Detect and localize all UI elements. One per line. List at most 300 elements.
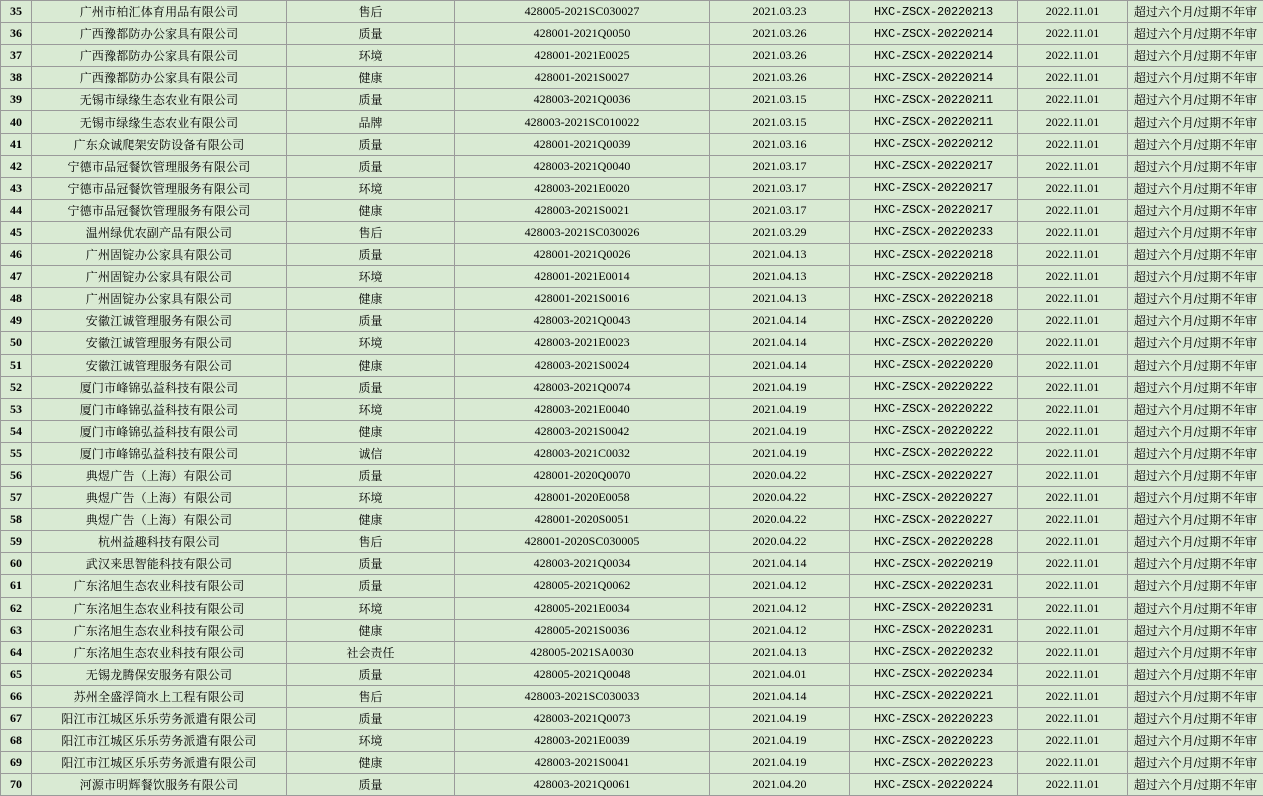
certificate-number: 428005-2021Q0048 xyxy=(455,663,710,685)
certificate-number: 428001-2020SC030005 xyxy=(455,531,710,553)
expiry-date: 2022.11.01 xyxy=(1018,685,1128,707)
audit-number: HXC-ZSCX-20220231 xyxy=(850,575,1018,597)
company-name: 宁德市品冠餐饮管理服务有限公司 xyxy=(32,177,287,199)
table-row xyxy=(1,663,1263,685)
row-index: 38 xyxy=(1,67,32,89)
expiry-date: 2022.11.01 xyxy=(1018,398,1128,420)
status-text: 超过六个月/过期不年审 xyxy=(1128,376,1263,398)
row-index: 59 xyxy=(1,531,32,553)
row-index: 67 xyxy=(1,708,32,730)
certificate-number: 428001-2020S0051 xyxy=(455,509,710,531)
system-type: 品牌 xyxy=(287,111,455,133)
row-index: 64 xyxy=(1,641,32,663)
expiry-date: 2022.11.01 xyxy=(1018,45,1128,67)
audit-number: HXC-ZSCX-20220214 xyxy=(850,23,1018,45)
audit-number: HXC-ZSCX-20220217 xyxy=(850,177,1018,199)
company-name: 广州固锭办公家具有限公司 xyxy=(32,266,287,288)
expiry-date: 2022.11.01 xyxy=(1018,244,1128,266)
issue-date: 2021.03.15 xyxy=(710,111,850,133)
expiry-date: 2022.11.01 xyxy=(1018,752,1128,774)
system-type: 质量 xyxy=(287,244,455,266)
issue-date: 2021.04.13 xyxy=(710,641,850,663)
certificate-number: 428003-2021S0021 xyxy=(455,199,710,221)
status-text: 超过六个月/过期不年审 xyxy=(1128,67,1263,89)
audit-number: HXC-ZSCX-20220224 xyxy=(850,774,1018,796)
status-text: 超过六个月/过期不年审 xyxy=(1128,774,1263,796)
system-type: 环境 xyxy=(287,332,455,354)
table-row xyxy=(1,730,1263,752)
issue-date: 2021.03.17 xyxy=(710,155,850,177)
expiry-date: 2022.11.01 xyxy=(1018,774,1128,796)
company-name: 杭州益趣科技有限公司 xyxy=(32,531,287,553)
table-row xyxy=(1,133,1263,155)
issue-date: 2021.04.19 xyxy=(710,752,850,774)
status-text: 超过六个月/过期不年审 xyxy=(1128,575,1263,597)
certificate-number: 428005-2021SC030027 xyxy=(455,1,710,23)
table-row xyxy=(1,619,1263,641)
table-row xyxy=(1,244,1263,266)
expiry-date: 2022.11.01 xyxy=(1018,332,1128,354)
table-row xyxy=(1,111,1263,133)
row-index: 46 xyxy=(1,244,32,266)
certificate-number: 428003-2021E0023 xyxy=(455,332,710,354)
audit-number: HXC-ZSCX-20220221 xyxy=(850,685,1018,707)
expiry-date: 2022.11.01 xyxy=(1018,553,1128,575)
expiry-date: 2022.11.01 xyxy=(1018,221,1128,243)
row-index: 41 xyxy=(1,133,32,155)
audit-number: HXC-ZSCX-20220231 xyxy=(850,597,1018,619)
row-index: 57 xyxy=(1,487,32,509)
table-row xyxy=(1,708,1263,730)
row-index: 42 xyxy=(1,155,32,177)
company-name: 广东洺旭生态农业科技有限公司 xyxy=(32,641,287,663)
status-text: 超过六个月/过期不年审 xyxy=(1128,266,1263,288)
company-name: 苏州全盛浮筒水上工程有限公司 xyxy=(32,685,287,707)
row-index: 51 xyxy=(1,354,32,376)
certificate-number: 428003-2021SC030026 xyxy=(455,221,710,243)
expiry-date: 2022.11.01 xyxy=(1018,487,1128,509)
status-text: 超过六个月/过期不年审 xyxy=(1128,619,1263,641)
system-type: 环境 xyxy=(287,597,455,619)
issue-date: 2021.04.12 xyxy=(710,575,850,597)
company-name: 安徽江诚管理服务有限公司 xyxy=(32,354,287,376)
status-text: 超过六个月/过期不年审 xyxy=(1128,553,1263,575)
system-type: 质量 xyxy=(287,663,455,685)
table-row xyxy=(1,266,1263,288)
table-row xyxy=(1,442,1263,464)
expiry-date: 2022.11.01 xyxy=(1018,663,1128,685)
expiry-date: 2022.11.01 xyxy=(1018,464,1128,486)
audit-number: HXC-ZSCX-20220227 xyxy=(850,509,1018,531)
row-index: 69 xyxy=(1,752,32,774)
company-name: 宁德市品冠餐饮管理服务有限公司 xyxy=(32,199,287,221)
status-text: 超过六个月/过期不年审 xyxy=(1128,663,1263,685)
expiry-date: 2022.11.01 xyxy=(1018,442,1128,464)
issue-date: 2021.03.23 xyxy=(710,1,850,23)
status-text: 超过六个月/过期不年审 xyxy=(1128,597,1263,619)
company-name: 广东洺旭生态农业科技有限公司 xyxy=(32,597,287,619)
company-name: 广州市柏汇体育用品有限公司 xyxy=(32,1,287,23)
company-name: 广东众诚爬架安防设备有限公司 xyxy=(32,133,287,155)
system-type: 健康 xyxy=(287,354,455,376)
system-type: 质量 xyxy=(287,553,455,575)
certificate-number: 428003-2021S0024 xyxy=(455,354,710,376)
company-name: 温州绿优农副产品有限公司 xyxy=(32,221,287,243)
row-index: 39 xyxy=(1,89,32,111)
expiry-date: 2022.11.01 xyxy=(1018,67,1128,89)
status-text: 超过六个月/过期不年审 xyxy=(1128,464,1263,486)
row-index: 48 xyxy=(1,288,32,310)
expiry-date: 2022.11.01 xyxy=(1018,23,1128,45)
status-text: 超过六个月/过期不年审 xyxy=(1128,332,1263,354)
system-type: 质量 xyxy=(287,376,455,398)
audit-number: HXC-ZSCX-20220223 xyxy=(850,708,1018,730)
table-row xyxy=(1,531,1263,553)
table-row xyxy=(1,752,1263,774)
system-type: 售后 xyxy=(287,221,455,243)
company-name: 厦门市峰锦弘益科技有限公司 xyxy=(32,442,287,464)
table-row xyxy=(1,597,1263,619)
expiry-date: 2022.11.01 xyxy=(1018,376,1128,398)
system-type: 质量 xyxy=(287,708,455,730)
status-text: 超过六个月/过期不年审 xyxy=(1128,221,1263,243)
table-row xyxy=(1,464,1263,486)
status-text: 超过六个月/过期不年审 xyxy=(1128,708,1263,730)
issue-date: 2020.04.22 xyxy=(710,464,850,486)
audit-number: HXC-ZSCX-20220214 xyxy=(850,67,1018,89)
table-row xyxy=(1,354,1263,376)
row-index: 37 xyxy=(1,45,32,67)
issue-date: 2021.04.14 xyxy=(710,685,850,707)
audit-number: HXC-ZSCX-20220222 xyxy=(850,442,1018,464)
company-name: 厦门市峰锦弘益科技有限公司 xyxy=(32,376,287,398)
company-name: 阳江市江城区乐乐劳务派遣有限公司 xyxy=(32,752,287,774)
issue-date: 2021.03.17 xyxy=(710,199,850,221)
company-name: 典煜广告（上海）有限公司 xyxy=(32,487,287,509)
row-index: 50 xyxy=(1,332,32,354)
issue-date: 2021.04.19 xyxy=(710,420,850,442)
system-type: 诚信 xyxy=(287,442,455,464)
company-name: 安徽江诚管理服务有限公司 xyxy=(32,310,287,332)
issue-date: 2021.03.15 xyxy=(710,89,850,111)
table-row xyxy=(1,575,1263,597)
row-index: 43 xyxy=(1,177,32,199)
table-row xyxy=(1,509,1263,531)
issue-date: 2021.04.14 xyxy=(710,354,850,376)
status-text: 超过六个月/过期不年审 xyxy=(1128,310,1263,332)
row-index: 61 xyxy=(1,575,32,597)
issue-date: 2021.03.26 xyxy=(710,67,850,89)
issue-date: 2021.04.13 xyxy=(710,266,850,288)
status-text: 超过六个月/过期不年审 xyxy=(1128,730,1263,752)
expiry-date: 2022.11.01 xyxy=(1018,509,1128,531)
system-type: 社会责任 xyxy=(287,641,455,663)
row-index: 68 xyxy=(1,730,32,752)
audit-number: HXC-ZSCX-20220211 xyxy=(850,111,1018,133)
audit-number: HXC-ZSCX-20220223 xyxy=(850,730,1018,752)
table-row xyxy=(1,155,1263,177)
company-name: 无锡龙腾保安服务有限公司 xyxy=(32,663,287,685)
certificate-number: 428001-2021S0027 xyxy=(455,67,710,89)
table-row xyxy=(1,310,1263,332)
certificate-number: 428003-2021S0041 xyxy=(455,752,710,774)
expiry-date: 2022.11.01 xyxy=(1018,310,1128,332)
certificate-number: 428003-2021Q0061 xyxy=(455,774,710,796)
table-row xyxy=(1,45,1263,67)
expiry-date: 2022.11.01 xyxy=(1018,420,1128,442)
issue-date: 2020.04.22 xyxy=(710,531,850,553)
certificate-number: 428001-2020E0058 xyxy=(455,487,710,509)
audit-number: HXC-ZSCX-20220218 xyxy=(850,288,1018,310)
company-name: 典煜广告（上海）有限公司 xyxy=(32,509,287,531)
audit-number: HXC-ZSCX-20220219 xyxy=(850,553,1018,575)
issue-date: 2021.04.01 xyxy=(710,663,850,685)
issue-date: 2020.04.22 xyxy=(710,509,850,531)
table-row xyxy=(1,23,1263,45)
certificate-number: 428001-2020Q0070 xyxy=(455,464,710,486)
expiry-date: 2022.11.01 xyxy=(1018,641,1128,663)
status-text: 超过六个月/过期不年审 xyxy=(1128,509,1263,531)
audit-number: HXC-ZSCX-20220231 xyxy=(850,619,1018,641)
system-type: 健康 xyxy=(287,67,455,89)
expiry-date: 2022.11.01 xyxy=(1018,575,1128,597)
company-name: 阳江市江城区乐乐劳务派遣有限公司 xyxy=(32,708,287,730)
audit-number: HXC-ZSCX-20220222 xyxy=(850,420,1018,442)
status-text: 超过六个月/过期不年审 xyxy=(1128,1,1263,23)
row-index: 70 xyxy=(1,774,32,796)
certificate-number: 428001-2021E0014 xyxy=(455,266,710,288)
row-index: 66 xyxy=(1,685,32,707)
status-text: 超过六个月/过期不年审 xyxy=(1128,531,1263,553)
certificate-number: 428005-2021S0036 xyxy=(455,619,710,641)
expiry-date: 2022.11.01 xyxy=(1018,288,1128,310)
company-name: 广州固锭办公家具有限公司 xyxy=(32,288,287,310)
audit-number: HXC-ZSCX-20220217 xyxy=(850,199,1018,221)
expiry-date: 2022.11.01 xyxy=(1018,133,1128,155)
system-type: 质量 xyxy=(287,23,455,45)
issue-date: 2021.04.19 xyxy=(710,708,850,730)
system-type: 售后 xyxy=(287,685,455,707)
certificate-number: 428003-2021SC030033 xyxy=(455,685,710,707)
status-text: 超过六个月/过期不年审 xyxy=(1128,685,1263,707)
certificate-number: 428003-2021Q0073 xyxy=(455,708,710,730)
system-type: 环境 xyxy=(287,45,455,67)
expiry-date: 2022.11.01 xyxy=(1018,619,1128,641)
system-type: 健康 xyxy=(287,509,455,531)
certificate-number: 428005-2021SA0030 xyxy=(455,641,710,663)
row-index: 58 xyxy=(1,509,32,531)
audit-number: HXC-ZSCX-20220232 xyxy=(850,641,1018,663)
status-text: 超过六个月/过期不年审 xyxy=(1128,199,1263,221)
company-name: 厦门市峰锦弘益科技有限公司 xyxy=(32,420,287,442)
table-row xyxy=(1,288,1263,310)
system-type: 质量 xyxy=(287,89,455,111)
table-row xyxy=(1,177,1263,199)
row-index: 60 xyxy=(1,553,32,575)
status-text: 超过六个月/过期不年审 xyxy=(1128,442,1263,464)
issue-date: 2021.03.26 xyxy=(710,23,850,45)
system-type: 质量 xyxy=(287,310,455,332)
issue-date: 2021.04.13 xyxy=(710,244,850,266)
table-row xyxy=(1,420,1263,442)
issue-date: 2021.03.17 xyxy=(710,177,850,199)
certificate-number: 428001-2021Q0026 xyxy=(455,244,710,266)
certificate-number: 428005-2021E0034 xyxy=(455,597,710,619)
company-name: 广州固锭办公家具有限公司 xyxy=(32,244,287,266)
certificate-number: 428003-2021Q0036 xyxy=(455,89,710,111)
certificate-number: 428003-2021E0039 xyxy=(455,730,710,752)
row-index: 44 xyxy=(1,199,32,221)
certificate-number: 428003-2021SC010022 xyxy=(455,111,710,133)
issue-date: 2021.04.19 xyxy=(710,730,850,752)
company-name: 广东洺旭生态农业科技有限公司 xyxy=(32,619,287,641)
audit-number: HXC-ZSCX-20220233 xyxy=(850,221,1018,243)
expiry-date: 2022.11.01 xyxy=(1018,1,1128,23)
audit-number: HXC-ZSCX-20220218 xyxy=(850,266,1018,288)
expiry-date: 2022.11.01 xyxy=(1018,708,1128,730)
table-row xyxy=(1,398,1263,420)
expiry-date: 2022.11.01 xyxy=(1018,730,1128,752)
audit-number: HXC-ZSCX-20220211 xyxy=(850,89,1018,111)
expiry-date: 2022.11.01 xyxy=(1018,531,1128,553)
table-row xyxy=(1,67,1263,89)
row-index: 47 xyxy=(1,266,32,288)
system-type: 健康 xyxy=(287,288,455,310)
table-row xyxy=(1,487,1263,509)
audit-number: HXC-ZSCX-20220220 xyxy=(850,354,1018,376)
certificate-number: 428003-2021S0042 xyxy=(455,420,710,442)
audit-number: HXC-ZSCX-20220212 xyxy=(850,133,1018,155)
row-index: 36 xyxy=(1,23,32,45)
table-row xyxy=(1,376,1263,398)
status-text: 超过六个月/过期不年审 xyxy=(1128,177,1263,199)
certificate-number: 428003-2021Q0043 xyxy=(455,310,710,332)
system-type: 质量 xyxy=(287,155,455,177)
table-row xyxy=(1,774,1263,796)
row-index: 53 xyxy=(1,398,32,420)
company-name: 无锡市绿缘生态农业有限公司 xyxy=(32,111,287,133)
table-row xyxy=(1,89,1263,111)
issue-date: 2020.04.22 xyxy=(710,487,850,509)
audit-number: HXC-ZSCX-20220213 xyxy=(850,1,1018,23)
table-row xyxy=(1,221,1263,243)
certificate-number: 428003-2021Q0034 xyxy=(455,553,710,575)
status-text: 超过六个月/过期不年审 xyxy=(1128,398,1263,420)
issue-date: 2021.04.12 xyxy=(710,619,850,641)
certificate-number: 428003-2021C0032 xyxy=(455,442,710,464)
status-text: 超过六个月/过期不年审 xyxy=(1128,45,1263,67)
company-name: 宁德市品冠餐饮管理服务有限公司 xyxy=(32,155,287,177)
status-text: 超过六个月/过期不年审 xyxy=(1128,155,1263,177)
status-text: 超过六个月/过期不年审 xyxy=(1128,354,1263,376)
company-name: 广西豫都防办公家具有限公司 xyxy=(32,23,287,45)
company-name: 广西豫都防办公家具有限公司 xyxy=(32,67,287,89)
system-type: 环境 xyxy=(287,177,455,199)
audit-number: HXC-ZSCX-20220214 xyxy=(850,45,1018,67)
system-type: 健康 xyxy=(287,199,455,221)
expiry-date: 2022.11.01 xyxy=(1018,89,1128,111)
status-text: 超过六个月/过期不年审 xyxy=(1128,111,1263,133)
row-index: 52 xyxy=(1,376,32,398)
expiry-date: 2022.11.01 xyxy=(1018,111,1128,133)
issue-date: 2021.03.26 xyxy=(710,45,850,67)
audit-number: HXC-ZSCX-20220227 xyxy=(850,487,1018,509)
status-text: 超过六个月/过期不年审 xyxy=(1128,487,1263,509)
certificate-number: 428001-2021Q0039 xyxy=(455,133,710,155)
row-index: 62 xyxy=(1,597,32,619)
audit-number: HXC-ZSCX-20220220 xyxy=(850,332,1018,354)
certificate-number: 428003-2021E0020 xyxy=(455,177,710,199)
company-name: 安徽江诚管理服务有限公司 xyxy=(32,332,287,354)
certificate-number: 428001-2021E0025 xyxy=(455,45,710,67)
system-type: 质量 xyxy=(287,575,455,597)
expiry-date: 2022.11.01 xyxy=(1018,155,1128,177)
audit-number: HXC-ZSCX-20220220 xyxy=(850,310,1018,332)
expiry-date: 2022.11.01 xyxy=(1018,597,1128,619)
expiry-date: 2022.11.01 xyxy=(1018,354,1128,376)
system-type: 环境 xyxy=(287,730,455,752)
issue-date: 2021.04.13 xyxy=(710,288,850,310)
issue-date: 2021.04.19 xyxy=(710,376,850,398)
row-index: 65 xyxy=(1,663,32,685)
row-index: 35 xyxy=(1,1,32,23)
expiry-date: 2022.11.01 xyxy=(1018,177,1128,199)
table-row xyxy=(1,332,1263,354)
status-text: 超过六个月/过期不年审 xyxy=(1128,133,1263,155)
table-row xyxy=(1,199,1263,221)
system-type: 售后 xyxy=(287,531,455,553)
certificate-number: 428003-2021E0040 xyxy=(455,398,710,420)
table-row xyxy=(1,641,1263,663)
company-name: 阳江市江城区乐乐劳务派遣有限公司 xyxy=(32,730,287,752)
audit-number: HXC-ZSCX-20220217 xyxy=(850,155,1018,177)
expiry-date: 2022.11.01 xyxy=(1018,266,1128,288)
audit-number: HXC-ZSCX-20220222 xyxy=(850,398,1018,420)
system-type: 健康 xyxy=(287,619,455,641)
company-name: 广东洺旭生态农业科技有限公司 xyxy=(32,575,287,597)
row-index: 54 xyxy=(1,420,32,442)
certificate-number: 428005-2021Q0062 xyxy=(455,575,710,597)
audit-number: HXC-ZSCX-20220218 xyxy=(850,244,1018,266)
system-type: 健康 xyxy=(287,752,455,774)
status-text: 超过六个月/过期不年审 xyxy=(1128,23,1263,45)
table-row xyxy=(1,1,1263,23)
audit-number: HXC-ZSCX-20220222 xyxy=(850,376,1018,398)
audit-number: HXC-ZSCX-20220234 xyxy=(850,663,1018,685)
table-row xyxy=(1,685,1263,707)
certificate-number: 428001-2021Q0050 xyxy=(455,23,710,45)
issue-date: 2021.03.16 xyxy=(710,133,850,155)
company-name: 河源市明辉餐饮服务有限公司 xyxy=(32,774,287,796)
company-name: 武汉来思智能科技有限公司 xyxy=(32,553,287,575)
company-name: 厦门市峰锦弘益科技有限公司 xyxy=(32,398,287,420)
row-index: 49 xyxy=(1,310,32,332)
system-type: 环境 xyxy=(287,487,455,509)
row-index: 55 xyxy=(1,442,32,464)
system-type: 健康 xyxy=(287,420,455,442)
table-row xyxy=(1,553,1263,575)
certificate-number: 428003-2021Q0040 xyxy=(455,155,710,177)
system-type: 环境 xyxy=(287,398,455,420)
status-text: 超过六个月/过期不年审 xyxy=(1128,641,1263,663)
row-index: 45 xyxy=(1,221,32,243)
issue-date: 2021.04.19 xyxy=(710,398,850,420)
company-name: 典煜广告（上海）有限公司 xyxy=(32,464,287,486)
issue-date: 2021.04.14 xyxy=(710,310,850,332)
row-index: 56 xyxy=(1,464,32,486)
audit-number: HXC-ZSCX-20220228 xyxy=(850,531,1018,553)
status-text: 超过六个月/过期不年审 xyxy=(1128,288,1263,310)
